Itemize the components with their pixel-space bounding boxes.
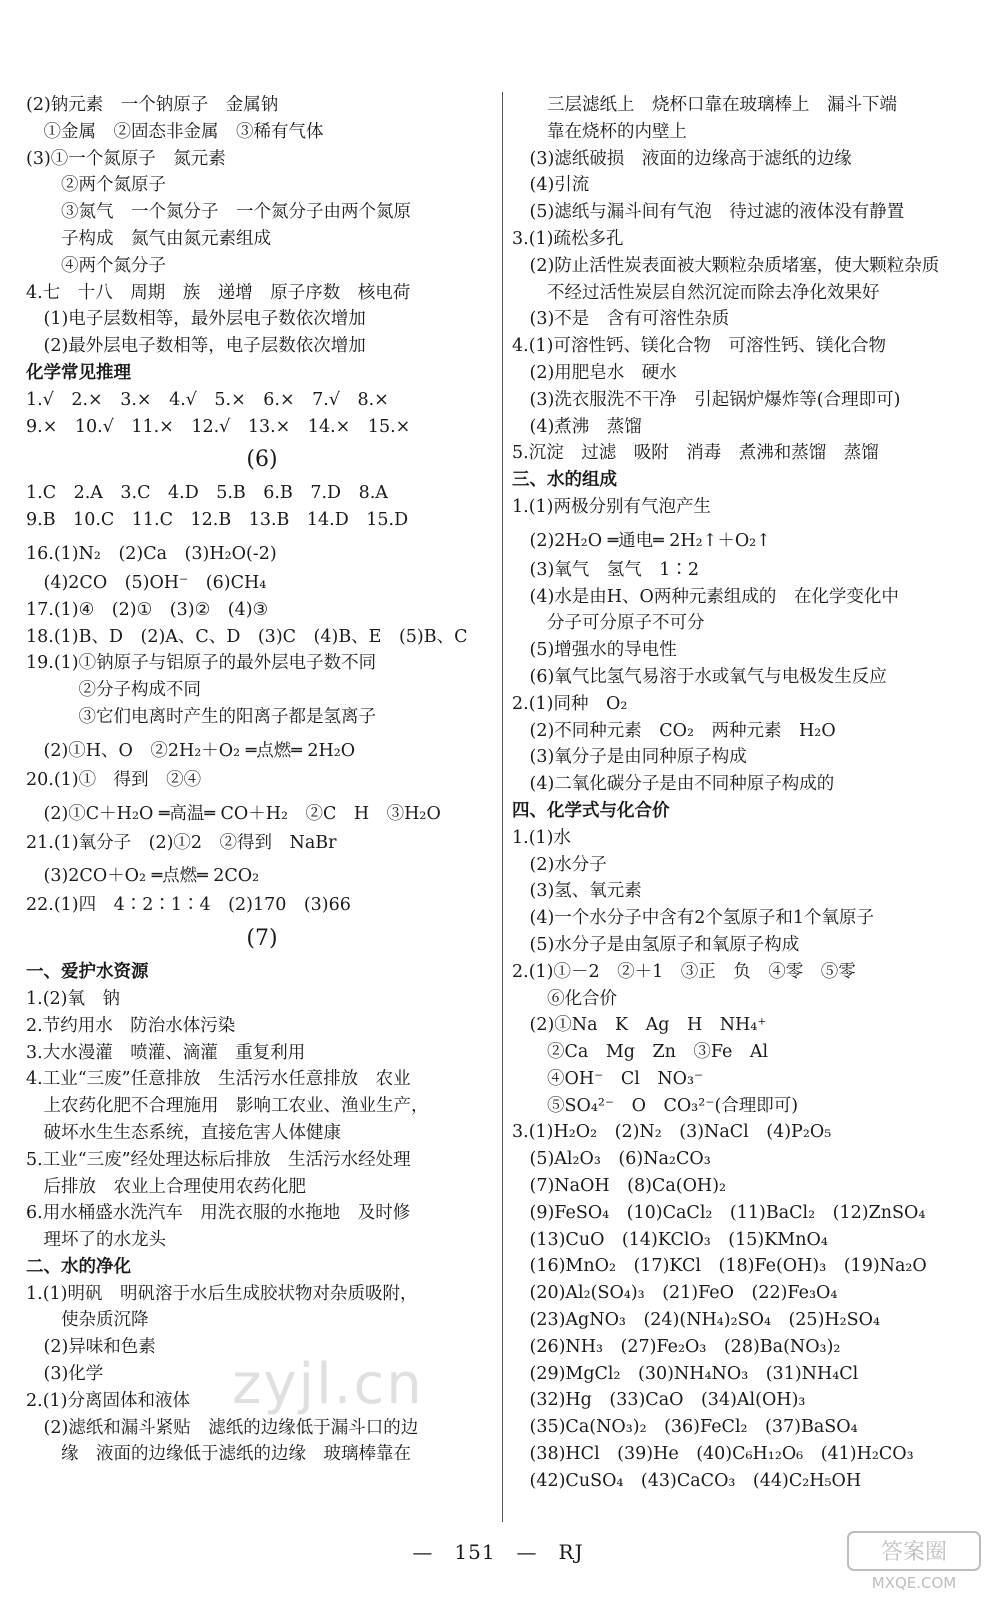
right-column-line: (7)NaOH (8)Ca(OH)₂ xyxy=(512,1176,727,1197)
right-column-line: 2.(1)同种 O₂ xyxy=(512,693,628,714)
left-column-line: 2.节约用水 防治水体污染 xyxy=(26,1015,236,1036)
right-column-line: 5.沉淀 过滤 吸附 消毒 煮沸和蒸馏 蒸馏 xyxy=(512,443,879,464)
watermark: zyjl.cn xyxy=(232,1352,424,1417)
right-column-line: (4)水是由H、O两种元素组成的 在化学变化中 xyxy=(512,586,899,607)
right-column-line: (16)MnO₂ (17)KCl (18)Fe(OH)₃ (19)Na₂O xyxy=(512,1256,927,1277)
right-column-line: (5)增强水的导电性 xyxy=(512,640,677,661)
left-column-line: 4.七 十八 周期 族 递增 原子序数 核电荷 xyxy=(26,282,411,303)
right-column-line: (2)①Na K Ag H NH₄⁺ xyxy=(512,1015,767,1036)
left-column-line: 上农药化肥不合理施用 影响工农业、渔业生产， xyxy=(26,1096,429,1117)
logo-text: MXQE.COM xyxy=(871,1574,957,1592)
right-column-line: (26)NH₃ (27)Fe₂O₃ (28)Ba(NO₃)₂ xyxy=(512,1336,841,1357)
right-column-line: 三、水的组成 xyxy=(512,470,617,491)
left-column-line: 3.大水漫灌 喷灌、滴灌 重复利用 xyxy=(26,1042,306,1063)
right-column-line: (3)洗衣服洗不干净 引起锅炉爆炸等(合理即可) xyxy=(512,389,901,410)
right-column-line: 3.(1)H₂O₂ (2)N₂ (3)NaCl (4)P₂O₅ xyxy=(512,1122,832,1143)
right-column-line: 4.(1)可溶性钙、镁化合物 可溶性钙、镁化合物 xyxy=(512,336,886,357)
right-column-line: ⑥化合价 xyxy=(512,988,617,1009)
left-column-line: 子构成 氮气由氮元素组成 xyxy=(26,228,271,249)
left-column-line: 后排放 农业上合理使用农药化肥 xyxy=(26,1176,306,1197)
left-column-line: 1.C 2.A 3.C 4.D 5.B 6.B 7.D 8.A xyxy=(26,483,388,504)
left-column-line: ②分子构成不同 xyxy=(26,680,201,701)
right-column-line: (5)Al₂O₃ (6)Na₂CO₃ xyxy=(512,1149,711,1170)
left-column-line: 9.B 10.C 11.C 12.B 13.B 14.D 15.D xyxy=(26,510,409,531)
svg-text:答案圈: 答案圈 xyxy=(880,1540,948,1565)
left-column-line: 6.用水桶盛水洗汽车 用洗衣服的水拖地 及时修 xyxy=(26,1203,411,1224)
left-column-line: (6) xyxy=(246,447,278,473)
left-column-line: (2)钠元素 一个钠原子 金属钠 xyxy=(26,95,279,115)
right-column-line: ⑤SO₄²⁻ O CO₃²⁻(合理即可) xyxy=(512,1095,799,1116)
left-column-line: ①金属 ②固态非金属 ③稀有气体 xyxy=(26,121,324,142)
right-column-line: 2.(1)①－2 ②＋1 ③正 负 ④零 ⑤零 xyxy=(512,961,856,982)
right-column-line: (2)不同种元素 CO₂ 两种元素 H₂O xyxy=(512,720,836,741)
right-column-line: 3.(1)疏松多孔 xyxy=(512,228,624,249)
right-column-line: (4)二氧化碳分子是由不同种原子构成的 xyxy=(512,774,835,795)
right-column-line: ②Ca Mg Zn ③Fe Al xyxy=(512,1042,769,1063)
right-column-line: (32)Hg (33)CaO (34)Al(OH)₃ xyxy=(512,1390,806,1411)
right-column-line: (5)滤纸与漏斗间有气泡 待过滤的液体没有静置 xyxy=(512,202,905,223)
left-column-line: 21.(1)氧分子 (2)①2 ②得到 NaBr xyxy=(26,832,337,853)
left-column-line: 1.(2)氧 钠 xyxy=(26,988,120,1009)
right-column-line: (5)水分子是由氢原子和氧原子构成 xyxy=(512,934,800,955)
right-column-line: (9)FeSO₄ (10)CaCl₂ (11)BaCl₂ (12)ZnSO₄ xyxy=(512,1202,926,1223)
left-column-line: 2.(1)分离固体和液体 xyxy=(26,1390,190,1411)
right-column-line: (13)CuO (14)KClO₃ (15)KMnO₄ xyxy=(512,1229,828,1250)
right-column-line: (6)氧气比氢气易溶于水或氧气与电极发生反应 xyxy=(512,666,887,687)
left-column-line: ④两个氮分子 xyxy=(26,255,166,276)
right-column-line: 四、化学式与化合价 xyxy=(512,800,670,821)
left-column-line: (3)①一个氮原子 氮元素 xyxy=(26,148,226,169)
right-column-line: 1.(1)两极分别有气泡产生 xyxy=(512,496,711,517)
right-column-line: 靠在烧杯的内壁上 xyxy=(512,121,687,142)
left-column-line: ②两个氮原子 xyxy=(26,175,166,196)
left-column xyxy=(26,92,498,1468)
left-column-line: 缘 液面的边缘低于滤纸的边缘 玻璃棒靠在 xyxy=(26,1444,411,1465)
left-column-line: ③氮气 一个氮分子 一个氮分子由两个氮原 xyxy=(26,202,411,223)
right-column-line: (3)氧分子是由同种原子构成 xyxy=(512,747,747,768)
left-column-line: 使杂质沉降 xyxy=(26,1310,149,1331)
right-column-line: 分子可分原子不可分 xyxy=(512,613,705,634)
left-column-line: 1.(1)明矾 明矾溶于水后生成胶状物对杂质吸附， xyxy=(26,1283,418,1304)
right-column-line: (4)引流 xyxy=(512,175,590,196)
left-column-line: (2)滤纸和漏斗紧贴 滤纸的边缘低于漏斗口的边 xyxy=(26,1417,419,1438)
left-column-line: 20.(1)① 得到 ②④ xyxy=(26,769,202,790)
right-column-line: ④OH⁻ Cl NO₃⁻ xyxy=(512,1068,704,1089)
right-column-line: (23)AgNO₃ (24)(NH₄)₂SO₄ (25)H₂SO₄ xyxy=(512,1310,881,1331)
site-logo-icon xyxy=(844,1528,984,1594)
left-column-line: (2)①H、O ②2H₂＋O₂ ═点燃═ 2H₂O xyxy=(26,740,356,761)
left-column-line: (1)电子层数相等，最外层电子数依次增加 xyxy=(26,309,366,330)
right-column-line: (42)CuSO₄ (43)CaCO₃ (44)C₂H₅OH xyxy=(512,1470,862,1491)
right-column-line: (20)Al₂(SO₄)₃ (21)FeO (22)Fe₃O₄ xyxy=(512,1283,838,1304)
left-column-line: 二、水的净化 xyxy=(26,1256,131,1277)
left-column-line: 16.(1)N₂ (2)Ca (3)H₂O(-2) xyxy=(26,543,277,564)
right-column-line: (29)MgCl₂ (30)NH₄NO₃ (31)NH₄Cl xyxy=(512,1363,859,1384)
page-footer: — 151 — RJ xyxy=(412,1540,584,1564)
left-column-line: 化学常见推理 xyxy=(26,362,131,383)
right-column-line: (3)滤纸破损 液面的边缘高于滤纸的边缘 xyxy=(512,148,852,169)
left-column-line: (4)2CO (5)OH⁻ (6)CH₄ xyxy=(26,572,267,593)
left-column-line: (3)2CO＋O₂ ═点燃═ 2CO₂ xyxy=(26,866,260,887)
right-column-line: 三层滤纸上 烧杯口靠在玻璃棒上 漏斗下端 xyxy=(512,95,897,115)
left-column-line: 19.(1)①钠原子与铝原子的最外层电子数不同 xyxy=(26,653,377,674)
left-column-line: (7) xyxy=(246,926,278,952)
right-column-line: (35)Ca(NO₃)₂ (36)FeCl₂ (37)BaSO₄ xyxy=(512,1417,858,1438)
right-column-line: (2)用肥皂水 硬水 xyxy=(512,362,677,383)
right-column-line: (4)一个水分子中含有2个氢原子和1个氧原子 xyxy=(512,908,875,929)
right-column-line: (3)不是 含有可溶性杂质 xyxy=(512,309,730,330)
right-column-line: (38)HCl (39)He (40)C₆H₁₂O₆ (41)H₂CO₃ xyxy=(512,1444,914,1465)
left-column-line: 理坏了的水龙头 xyxy=(26,1230,166,1251)
right-column-line: (4)煮沸 蒸馏 xyxy=(512,416,642,437)
right-column-line: 1.(1)水 xyxy=(512,827,571,848)
column-divider xyxy=(502,92,503,1522)
left-column-line: (3)化学 xyxy=(26,1364,104,1385)
right-column-line: (3)氢、氧元素 xyxy=(512,881,642,902)
right-column xyxy=(512,92,982,1495)
left-column-line: (2)最外层电子数相等，电子层数依次增加 xyxy=(26,336,366,357)
right-column-line: (3)氧气 氢气 1∶2 xyxy=(512,559,700,580)
left-column-line: 一、爱护水资源 xyxy=(26,962,149,983)
left-column-line: (2)异味和色素 xyxy=(26,1337,156,1358)
left-column-line: 18.(1)B、D (2)A、C、D (3)C (4)B、E (5)B、C xyxy=(26,626,468,647)
left-column-line: 4.工业“三废”任意排放 生活污水任意排放 农业 xyxy=(26,1069,411,1090)
left-column-line: 5.工业“三废”经处理达标后排放 生活污水经处理 xyxy=(26,1149,411,1170)
right-column-line: 不经过活性炭层自然沉淀而除去净化效果好 xyxy=(512,282,880,303)
right-column-line: (2)水分子 xyxy=(512,854,607,875)
left-column-line: 22.(1)四 4∶2∶1∶4 (2)170 (3)66 xyxy=(26,895,351,916)
left-column-line: 1.√ 2.× 3.× 4.√ 5.× 6.× 7.√ 8.× xyxy=(26,389,389,410)
left-column-line: 破坏水生生态系统，直接危害人体健康 xyxy=(26,1122,341,1143)
left-column-line: (2)①C＋H₂O ═高温═ CO＋H₂ ②C H ③H₂O xyxy=(26,803,441,824)
right-column-line: (2)2H₂O ═通电═ 2H₂↑＋O₂↑ xyxy=(512,530,771,551)
right-column-line: (2)防止活性炭表面被大颗粒杂质堵塞，使大颗粒杂质 xyxy=(512,255,940,276)
left-column-line: 17.(1)④ (2)① (3)② (4)③ xyxy=(26,599,269,620)
left-column-line: 9.× 10.√ 11.× 12.√ 13.× 14.× 15.× xyxy=(26,416,411,437)
left-column-line: ③它们电离时产生的阳离子都是氢离子 xyxy=(26,706,376,727)
